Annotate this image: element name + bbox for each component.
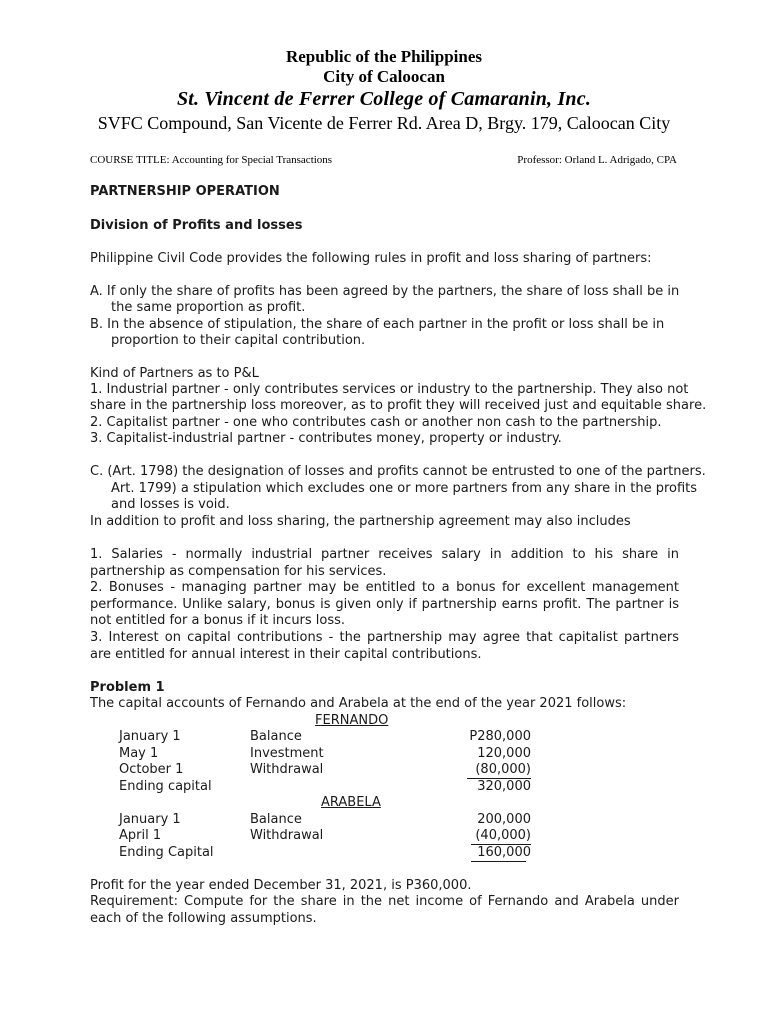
arabela-ending-amount: 160,000 (477, 845, 531, 860)
course-title: COURSE TITLE: Accounting for Special Transactions (90, 154, 333, 166)
kind-1-line-2: share in the partnership loss moreover, as to profit they will received just and equitable share. (90, 398, 707, 413)
fernando-row-date: May 1 (119, 746, 159, 761)
fernando-row-amount: P280,000 (469, 729, 531, 744)
section-subheading: Division of Profits and losses (90, 218, 303, 233)
arabela-row-amount: 200,000 (477, 812, 531, 827)
header-republic: Republic of the Philippines (285, 47, 482, 66)
fernando-row-desc: Balance (250, 729, 302, 744)
rule-c-line-1: C. (Art. 1798) the designation of losses and profits cannot be entrusted to one of the partners. (90, 464, 706, 479)
fernando-ending-label: Ending capital (119, 779, 212, 794)
fernando-heading: FERNANDO (315, 713, 389, 728)
item-bonuses: 2. Bonuses - managing partner may be entitled to a bonus for excellent management performance. Unlike salary, bonus is given only if partnership earns profit. The partner is not entitled for a bonus if it incurs loss. (90, 580, 679, 628)
problem-intro: The capital accounts of Fernando and Arabela at the end of the year 2021 follows: (90, 696, 627, 711)
arabela-row-desc: Withdrawal (250, 828, 324, 843)
fernando-ending-amount: 320,000 (477, 779, 531, 794)
rule-a-line-2: the same proportion as profit. (111, 300, 306, 315)
header-school-name: St. Vincent de Ferrer College of Camaranin, Inc. (176, 88, 592, 110)
fernando-row-date: October 1 (119, 762, 184, 777)
arabela-ending-underline (471, 861, 526, 862)
problem-title: Problem 1 (90, 680, 165, 695)
header-address: SVFC Compound, San Vicente de Ferrer Rd. Area D, Brgy. 179, Caloocan City (97, 113, 671, 133)
requirement-text: Requirement: Compute for the share in the net income of Fernando and Arabela under each of the following assumptions. (90, 894, 679, 926)
section-heading: PARTNERSHIP OPERATION (90, 184, 280, 199)
rule-c-line-3: and losses is void. (111, 497, 230, 512)
item-interest: 3. Interest on capital contributions - the partnership may agree that capitalist partners are entitled for annual interest in their capital contributions. (90, 630, 679, 662)
fernando-row-date: January 1 (119, 729, 181, 744)
kind-2: 2. Capitalist partner - one who contributes cash or another non cash to the partnership. (90, 415, 662, 430)
arabela-row-date: April 1 (119, 828, 162, 843)
arabela-heading: ARABELA (321, 795, 381, 810)
rule-c-line-2: Art. 1799) a stipulation which excludes one or more partners from any share in the profits (111, 481, 698, 496)
profit-statement: Profit for the year ended December 31, 2021, is P360,000. (90, 878, 472, 893)
addition-text: In addition to profit and loss sharing, the partnership agreement may also includes (90, 514, 631, 529)
rule-a-line-1: A. If only the share of profits has been agreed by the partners, the share of loss shall be in (90, 284, 680, 299)
header-city: City of Caloocan (323, 67, 445, 86)
kind-1-line-1: 1. Industrial partner - only contributes services or industry to the partnership. They also not (90, 382, 689, 397)
rule-b-line-1: B. In the absence of stipulation, the share of each partner in the profit or loss shall be in (90, 317, 665, 332)
fernando-row-desc: Withdrawal (250, 762, 324, 777)
rule-b-line-2: proportion to their capital contribution. (111, 333, 366, 348)
item-salaries: 1. Salaries - normally industrial partner receives salary in addition to his share in partnership as compensation for his services. (90, 547, 679, 579)
kind-3: 3. Capitalist-industrial partner - contributes money, property or industry. (90, 431, 562, 446)
arabela-row-desc: Balance (250, 812, 302, 827)
intro-text: Philippine Civil Code provides the following rules in profit and loss sharing of partners: (90, 251, 652, 266)
arabela-row-date: January 1 (119, 812, 181, 827)
arabela-row-amount: (40,000) (475, 828, 531, 843)
kinds-title: Kind of Partners as to P&L (90, 366, 259, 381)
fernando-row-amount: 120,000 (477, 746, 531, 761)
arabela-ending-label: Ending Capital (119, 845, 214, 860)
course-professor: Professor: Orland L. Adrigado, CPA (517, 154, 677, 166)
fernando-row-desc: Investment (250, 746, 324, 761)
fernando-row-amount: (80,000) (475, 762, 531, 777)
